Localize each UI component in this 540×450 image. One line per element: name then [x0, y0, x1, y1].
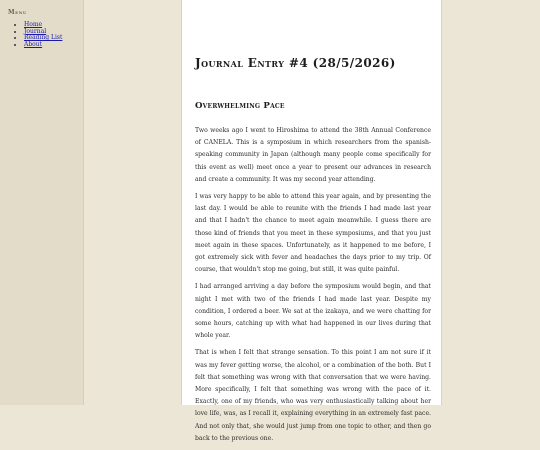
entry-title: Journal Entry #4 (28/5/2026)	[195, 56, 396, 70]
menu-title: Menu	[8, 9, 27, 16]
menu-link-reading-list[interactable]: Reading List	[24, 34, 63, 42]
paragraph-3: I had arranged arriving a day before the symposium would begin, and that night I met with two of the friends I had made last year. Despite my condition, I ordered a beer. We sat at the izakaya, and we were chatting for some hours, catching up with what had happened in our lives during that whole year.	[195, 283, 431, 340]
menu-link-journal[interactable]: Journal	[24, 27, 47, 35]
sidebar	[0, 0, 84, 405]
menu-list	[14, 22, 62, 48]
menu-item-about	[24, 42, 62, 49]
paragraph-4: That is when I felt that strange sensation. To this point I am not sure if it was my fever getting worse, the alcohol, or a combination of the both. But I felt that something was wrong with that conversation that we were having. More specifically, I felt that something was wrong with the pace of it. Exactly, one of my friends, who was very enthusiastically talking about her love life, was, as I recall it, explaining everything in an extremely fast pace. And not only that, she would just jump from one topic to other, and then go back to the previous one.	[195, 349, 431, 442]
paragraph-1: Two weeks ago I went to Hiroshima to attend the 38th Annual Conference of CANELA. This is a symposium in which researchers from the spanish-speaking community in Japan (although many people come specifically for this event as well) meet once a year to present our advances in research and create a community. It was my second year attending.	[195, 127, 431, 183]
paragraph-2: I was very happy to be able to attend this year again, and by presenting the last day. I would be able to reunite with the friends I had made last year and that I hadn't the chance to meet again meanwhile. I guess there are those kind of friends that you meet in these symposiums, and that you just meet again in these spaces. Unfortunately, as it happened to me before, I got extremely sick with fever and headaches the days prior to my trip. Of course, that wouldn't stop me going, but still, it was quite painful.	[195, 193, 431, 274]
menu-link-home[interactable]: Home	[24, 21, 43, 28]
section-title: Overwhelming Pace	[195, 101, 285, 111]
journal-page	[181, 0, 442, 442]
menu-link-about[interactable]: About	[24, 40, 43, 48]
entry-body	[195, 125, 431, 450]
